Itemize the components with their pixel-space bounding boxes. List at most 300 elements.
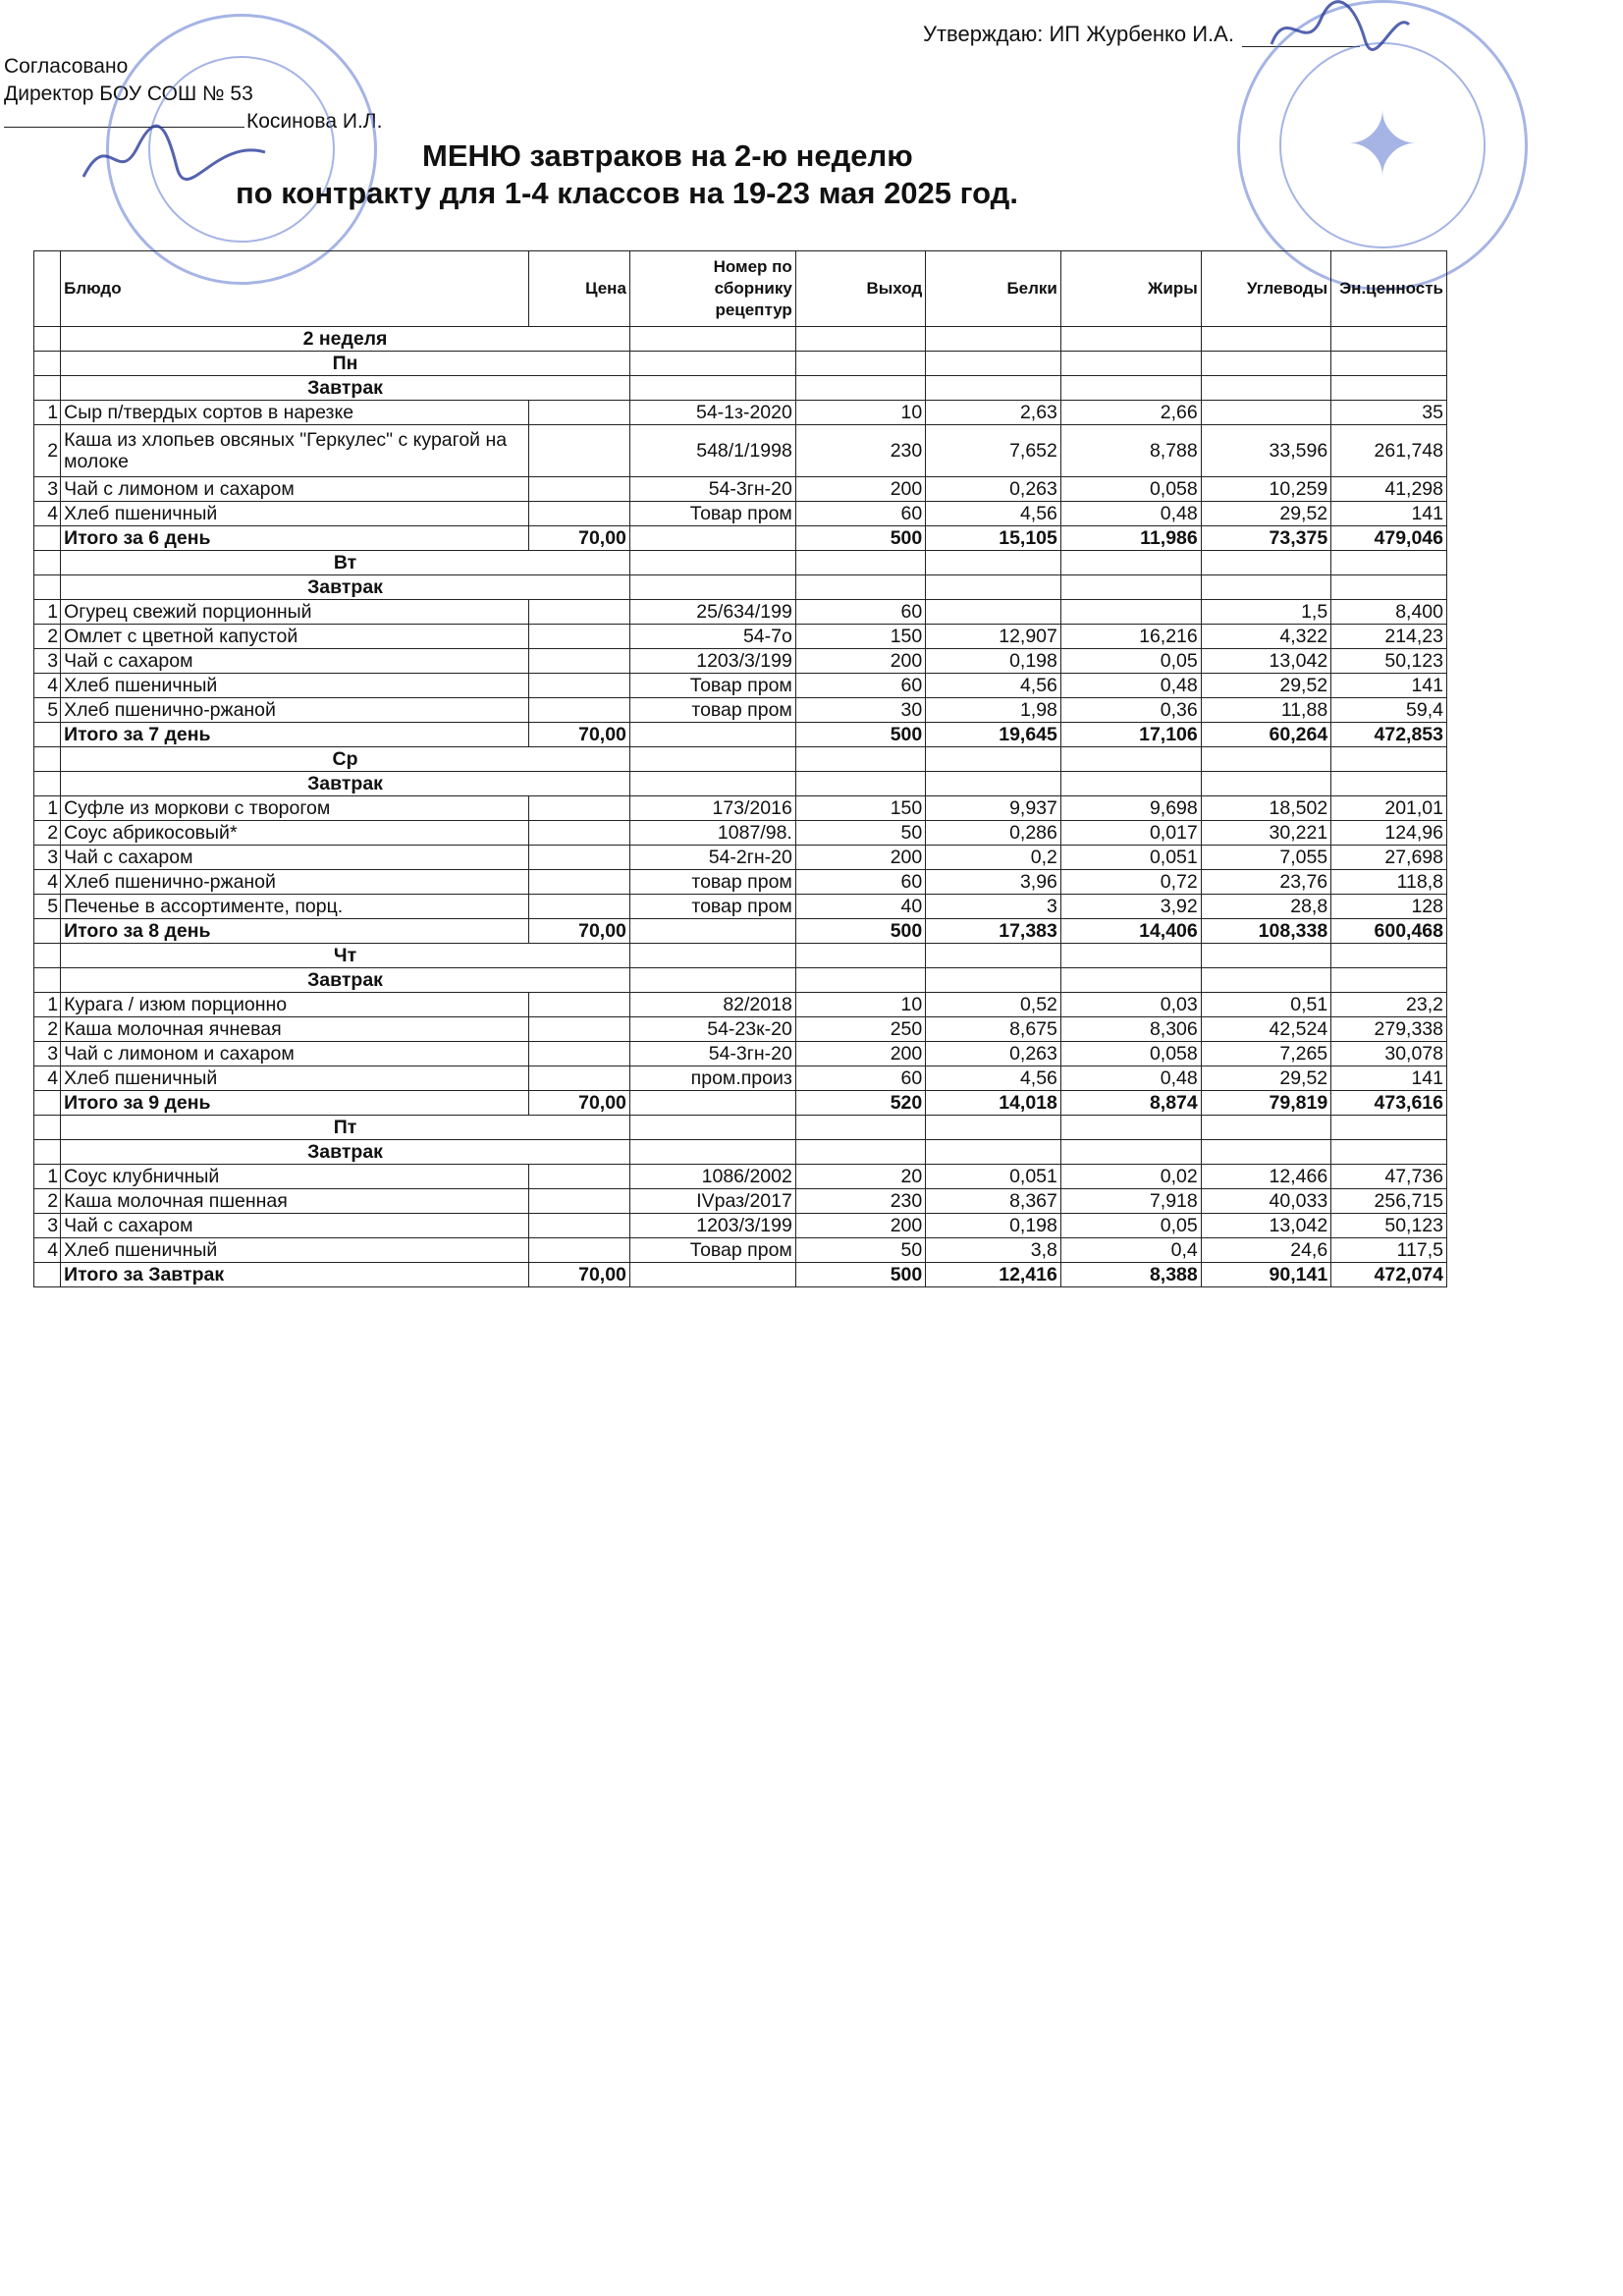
empty-cell: [926, 551, 1061, 575]
carbs-value: 30,221: [1201, 821, 1330, 846]
total-proteins: 19,645: [926, 723, 1061, 747]
empty-cell: [629, 352, 795, 376]
empty-cell: [629, 723, 795, 747]
empty-cell: [1331, 968, 1447, 993]
empty-cell: [795, 968, 925, 993]
recipe-number: товар пром: [629, 698, 795, 723]
fats-value: 3,92: [1060, 895, 1201, 919]
empty-cell: [34, 944, 61, 968]
total-energy: 600,468: [1331, 919, 1447, 944]
meal-row: [34, 968, 1447, 993]
proteins-value: 0,198: [926, 1214, 1061, 1238]
empty-cell: [1060, 1140, 1201, 1165]
empty-cell: [1201, 376, 1330, 401]
day-label: Чт: [61, 944, 630, 968]
carbs-value: 24,6: [1201, 1238, 1330, 1263]
output-value: 60: [795, 870, 925, 895]
energy-value: 128: [1331, 895, 1447, 919]
meal-row: [34, 376, 1447, 401]
carbs-value: 7,055: [1201, 846, 1330, 870]
carbs-value: 0,51: [1201, 993, 1330, 1017]
fats-value: 9,698: [1060, 796, 1201, 821]
total-row: [34, 1091, 1447, 1116]
carbs-value: 4,322: [1201, 625, 1330, 649]
table-row: [34, 870, 1447, 895]
empty-cell: [1331, 1116, 1447, 1140]
total-carbs: 79,819: [1201, 1091, 1330, 1116]
dish-name: Чай с лимоном и сахаром: [61, 477, 529, 502]
empty-cell: [629, 1116, 795, 1140]
page-title: [236, 137, 1119, 212]
empty-cell: [1060, 944, 1201, 968]
dish-name: Каша молочная ячневая: [61, 1017, 529, 1042]
output-value: 230: [795, 425, 925, 477]
entrepreneur-signature-icon: [1267, 0, 1414, 59]
empty-cell: [34, 747, 61, 772]
empty-cell: [926, 376, 1061, 401]
energy-value: 50,123: [1331, 649, 1447, 674]
title-line-1: МЕНЮ завтраков на 2-ю неделю: [422, 138, 913, 173]
proteins-value: 0,286: [926, 821, 1061, 846]
total-proteins: 15,105: [926, 526, 1061, 551]
empty-cell: [1060, 352, 1201, 376]
row-number: 2: [34, 1017, 61, 1042]
dish-price: [528, 1238, 629, 1263]
total-price: 70,00: [528, 526, 629, 551]
total-output: 500: [795, 1263, 925, 1287]
table-row: [34, 477, 1447, 502]
recipe-number: 548/1/1998: [629, 425, 795, 477]
empty-cell: [1331, 1140, 1447, 1165]
total-fats: 8,388: [1060, 1263, 1201, 1287]
energy-value: 23,2: [1331, 993, 1447, 1017]
dish-name: Чай с сахаром: [61, 846, 529, 870]
empty-cell: [34, 551, 61, 575]
meal-label: Завтрак: [61, 376, 630, 401]
table-row: [34, 821, 1447, 846]
proteins-value: 3,96: [926, 870, 1061, 895]
energy-value: 124,96: [1331, 821, 1447, 846]
output-value: 200: [795, 649, 925, 674]
empty-cell: [629, 747, 795, 772]
output-value: 200: [795, 477, 925, 502]
energy-value: 141: [1331, 502, 1447, 526]
output-value: 230: [795, 1189, 925, 1214]
total-proteins: 14,018: [926, 1091, 1061, 1116]
carbs-value: 13,042: [1201, 649, 1330, 674]
energy-value: 141: [1331, 1066, 1447, 1091]
row-number: 3: [34, 477, 61, 502]
empty-cell: [795, 747, 925, 772]
total-row: [34, 919, 1447, 944]
empty-cell: [795, 1140, 925, 1165]
empty-cell: [34, 919, 61, 944]
dish-price: [528, 1214, 629, 1238]
dish-price: [528, 796, 629, 821]
table-row: [34, 649, 1447, 674]
energy-value: 41,298: [1331, 477, 1447, 502]
recipe-number: 54-1з-2020: [629, 401, 795, 425]
proteins-value: 0,52: [926, 993, 1061, 1017]
row-number: 2: [34, 821, 61, 846]
row-number: 3: [34, 1214, 61, 1238]
col-energy: Эн.ценность: [1331, 251, 1447, 327]
total-label: Итого за 8 день: [61, 919, 529, 944]
total-energy: 472,074: [1331, 1263, 1447, 1287]
energy-value: 256,715: [1331, 1189, 1447, 1214]
recipe-number: 82/2018: [629, 993, 795, 1017]
total-label: Итого за 6 день: [61, 526, 529, 551]
total-carbs: 73,375: [1201, 526, 1330, 551]
output-value: 50: [795, 1238, 925, 1263]
total-energy: 473,616: [1331, 1091, 1447, 1116]
dish-name: Сыр п/твердых сортов в нарезке: [61, 401, 529, 425]
dish-price: [528, 625, 629, 649]
output-value: 60: [795, 674, 925, 698]
fats-value: 0,05: [1060, 1214, 1201, 1238]
recipe-number: 54-7о: [629, 625, 795, 649]
row-number: 4: [34, 502, 61, 526]
empty-cell: [1201, 944, 1330, 968]
director-name: Косинова И.Л.: [246, 110, 383, 133]
proteins-value: 4,56: [926, 1066, 1061, 1091]
empty-cell: [629, 1263, 795, 1287]
fats-value: 8,788: [1060, 425, 1201, 477]
energy-value: 8,400: [1331, 600, 1447, 625]
carbs-value: 29,52: [1201, 502, 1330, 526]
empty-cell: [926, 944, 1061, 968]
recipe-number: пром.произ: [629, 1066, 795, 1091]
empty-cell: [1331, 376, 1447, 401]
carbs-value: 12,466: [1201, 1165, 1330, 1189]
total-row: [34, 1263, 1447, 1287]
total-output: 500: [795, 723, 925, 747]
total-proteins: 17,383: [926, 919, 1061, 944]
energy-value: 35: [1331, 401, 1447, 425]
day-label: Ср: [61, 747, 630, 772]
row-number: 4: [34, 1238, 61, 1263]
proteins-value: 3: [926, 895, 1061, 919]
empty-cell: [629, 575, 795, 600]
meal-row: [34, 1140, 1447, 1165]
recipe-number: 25/634/199: [629, 600, 795, 625]
output-value: 200: [795, 1042, 925, 1066]
carbs-value: 13,042: [1201, 1214, 1330, 1238]
carbs-value: 11,88: [1201, 698, 1330, 723]
empty-cell: [629, 1091, 795, 1116]
dish-price: [528, 1189, 629, 1214]
proteins-value: 4,56: [926, 502, 1061, 526]
total-carbs: 90,141: [1201, 1263, 1330, 1287]
recipe-number: 1087/98.: [629, 821, 795, 846]
proteins-value: 8,367: [926, 1189, 1061, 1214]
dish-price: [528, 895, 629, 919]
dish-price: [528, 1042, 629, 1066]
recipe-number: 1203/3/199: [629, 1214, 795, 1238]
fats-value: 0,72: [1060, 870, 1201, 895]
day-label: Пн: [61, 352, 630, 376]
output-value: 60: [795, 600, 925, 625]
empty-cell: [1331, 772, 1447, 796]
total-price: 70,00: [528, 1263, 629, 1287]
director-label: Директор БОУ СОШ № 53: [4, 82, 253, 105]
empty-cell: [34, 1263, 61, 1287]
meal-label: Завтрак: [61, 968, 630, 993]
fats-value: 16,216: [1060, 625, 1201, 649]
fats-value: 2,66: [1060, 401, 1201, 425]
col-dish: Блюдо: [61, 251, 529, 327]
empty-cell: [629, 526, 795, 551]
dish-price: [528, 846, 629, 870]
col-fats: Жиры: [1060, 251, 1201, 327]
table-row: [34, 993, 1447, 1017]
empty-cell: [926, 968, 1061, 993]
dish-price: [528, 993, 629, 1017]
energy-value: 30,078: [1331, 1042, 1447, 1066]
empty-cell: [926, 1116, 1061, 1140]
output-value: 10: [795, 401, 925, 425]
dish-price: [528, 870, 629, 895]
table-row: [34, 846, 1447, 870]
dish-name: Огурец свежий порционный: [61, 600, 529, 625]
empty-cell: [795, 1116, 925, 1140]
dish-name: Каша молочная пшенная: [61, 1189, 529, 1214]
output-value: 20: [795, 1165, 925, 1189]
dish-name: Соус клубничный: [61, 1165, 529, 1189]
table-row: [34, 425, 1447, 477]
proteins-value: 12,907: [926, 625, 1061, 649]
proteins-value: 4,56: [926, 674, 1061, 698]
total-fats: 8,874: [1060, 1091, 1201, 1116]
row-number: 1: [34, 796, 61, 821]
empty-cell: [629, 1140, 795, 1165]
dish-name: Чай с сахаром: [61, 649, 529, 674]
dish-name: Суфле из моркови с творогом: [61, 796, 529, 821]
energy-value: 47,736: [1331, 1165, 1447, 1189]
empty-cell: [795, 575, 925, 600]
title-line-2: по контракту для 1-4 классов на 19-23 мая 2025 год.: [236, 176, 1018, 210]
row-number: 2: [34, 625, 61, 649]
empty-cell: [1331, 575, 1447, 600]
table-header-row: [34, 251, 1447, 327]
recipe-number: IVраз/2017: [629, 1189, 795, 1214]
empty-cell: [795, 772, 925, 796]
col-proteins: Белки: [926, 251, 1061, 327]
empty-cell: [1201, 575, 1330, 600]
table-row: [34, 1189, 1447, 1214]
empty-cell: [34, 1116, 61, 1140]
output-value: 30: [795, 698, 925, 723]
table-row: [34, 698, 1447, 723]
row-number: 1: [34, 1165, 61, 1189]
empty-cell: [1060, 747, 1201, 772]
energy-value: 59,4: [1331, 698, 1447, 723]
total-fats: 17,106: [1060, 723, 1201, 747]
table-row: [34, 1165, 1447, 1189]
empty-cell: [34, 772, 61, 796]
empty-cell: [1201, 1140, 1330, 1165]
empty-cell: [926, 747, 1061, 772]
empty-cell: [795, 352, 925, 376]
empty-cell: [1331, 352, 1447, 376]
output-value: 10: [795, 993, 925, 1017]
row-number: 1: [34, 993, 61, 1017]
carbs-value: 23,76: [1201, 870, 1330, 895]
empty-cell: [1060, 772, 1201, 796]
week-label: 2 неделя: [61, 327, 630, 352]
dish-price: [528, 425, 629, 477]
energy-value: 261,748: [1331, 425, 1447, 477]
total-output: 520: [795, 1091, 925, 1116]
dish-name: Омлет с цветной капустой: [61, 625, 529, 649]
empty-cell: [34, 526, 61, 551]
empty-cell: [926, 352, 1061, 376]
carbs-value: 28,8: [1201, 895, 1330, 919]
row-number: 4: [34, 1066, 61, 1091]
empty-cell: [1201, 551, 1330, 575]
dish-name: Каша из хлопьев овсяных "Геркулес" с курагой на молоке: [61, 425, 529, 477]
col-price: Цена: [528, 251, 629, 327]
dish-price: [528, 477, 629, 502]
dish-name: Хлеб пшеничный: [61, 674, 529, 698]
dish-name: Хлеб пшеничный: [61, 1066, 529, 1091]
meal-label: Завтрак: [61, 1140, 630, 1165]
empty-cell: [1060, 1116, 1201, 1140]
dish-price: [528, 821, 629, 846]
day-label: Пт: [61, 1116, 630, 1140]
dish-name: Курага / изюм порционно: [61, 993, 529, 1017]
carbs-value: [1201, 401, 1330, 425]
proteins-value: 3,8: [926, 1238, 1061, 1263]
agreed-label: Согласовано: [4, 55, 129, 78]
energy-value: 214,23: [1331, 625, 1447, 649]
empty-cell: [926, 1140, 1061, 1165]
output-value: 200: [795, 1214, 925, 1238]
empty-cell: [34, 376, 61, 401]
fats-value: 0,4: [1060, 1238, 1201, 1263]
empty-cell: [1331, 747, 1447, 772]
energy-value: 27,698: [1331, 846, 1447, 870]
recipe-number: 1203/3/199: [629, 649, 795, 674]
empty-cell: [1331, 944, 1447, 968]
empty-cell: [629, 968, 795, 993]
day-label: Вт: [61, 551, 630, 575]
empty-cell: [1060, 551, 1201, 575]
carbs-value: 33,596: [1201, 425, 1330, 477]
day-row: [34, 1116, 1447, 1140]
table-row: [34, 625, 1447, 649]
carbs-value: 18,502: [1201, 796, 1330, 821]
dish-price: [528, 401, 629, 425]
row-number: 2: [34, 1189, 61, 1214]
proteins-value: 2,63: [926, 401, 1061, 425]
total-price: 70,00: [528, 723, 629, 747]
recipe-number: Товар пром: [629, 502, 795, 526]
fats-value: 0,48: [1060, 674, 1201, 698]
total-proteins: 12,416: [926, 1263, 1061, 1287]
proteins-value: 0,051: [926, 1165, 1061, 1189]
recipe-number: товар пром: [629, 870, 795, 895]
dish-price: [528, 1066, 629, 1091]
empty-cell: [1060, 575, 1201, 600]
meal-label: Завтрак: [61, 575, 630, 600]
day-row: [34, 747, 1447, 772]
recipe-number: Товар пром: [629, 1238, 795, 1263]
dish-price: [528, 698, 629, 723]
table-row: [34, 401, 1447, 425]
energy-value: 117,5: [1331, 1238, 1447, 1263]
carbs-value: 7,265: [1201, 1042, 1330, 1066]
row-number: 4: [34, 870, 61, 895]
meal-row: [34, 772, 1447, 796]
energy-value: 201,01: [1331, 796, 1447, 821]
output-value: 50: [795, 821, 925, 846]
col-recipe: Номер по сборнику рецептур: [629, 251, 795, 327]
empty-cell: [1201, 352, 1330, 376]
empty-cell: [34, 1091, 61, 1116]
table-row: [34, 502, 1447, 526]
day-row: [34, 551, 1447, 575]
total-fats: 14,406: [1060, 919, 1201, 944]
empty-cell: [926, 575, 1061, 600]
empty-cell: [34, 1140, 61, 1165]
empty-cell: [1201, 772, 1330, 796]
proteins-value: 7,652: [926, 425, 1061, 477]
total-carbs: 108,338: [1201, 919, 1330, 944]
output-value: 200: [795, 846, 925, 870]
dish-price: [528, 1017, 629, 1042]
fats-value: 0,05: [1060, 649, 1201, 674]
week-row: [34, 327, 1447, 352]
table-row: [34, 1017, 1447, 1042]
fats-value: 0,03: [1060, 993, 1201, 1017]
empty-cell: [1331, 551, 1447, 575]
fats-value: 0,058: [1060, 477, 1201, 502]
total-label: Итого за 9 день: [61, 1091, 529, 1116]
fats-value: 0,017: [1060, 821, 1201, 846]
day-row: [34, 352, 1447, 376]
carbs-value: 29,52: [1201, 1066, 1330, 1091]
total-price: 70,00: [528, 919, 629, 944]
carbs-value: 40,033: [1201, 1189, 1330, 1214]
empty-cell: [1060, 376, 1201, 401]
empty-cell: [795, 376, 925, 401]
dish-name: Печенье в ассортименте, порц.: [61, 895, 529, 919]
row-number: 1: [34, 401, 61, 425]
table-row: [34, 895, 1447, 919]
fats-value: 0,051: [1060, 846, 1201, 870]
dish-name: Чай с лимоном и сахаром: [61, 1042, 529, 1066]
row-number: 4: [34, 674, 61, 698]
empty-cell: [1201, 747, 1330, 772]
proteins-value: 0,198: [926, 649, 1061, 674]
proteins-value: 8,675: [926, 1017, 1061, 1042]
empty-cell: [34, 723, 61, 747]
proteins-value: 0,263: [926, 1042, 1061, 1066]
recipe-number: 1086/2002: [629, 1165, 795, 1189]
table-row: [34, 1042, 1447, 1066]
total-label: Итого за 7 день: [61, 723, 529, 747]
energy-value: 141: [1331, 674, 1447, 698]
table-row: [34, 1238, 1447, 1263]
total-fats: 11,986: [1060, 526, 1201, 551]
output-value: 60: [795, 502, 925, 526]
empty-cell: [795, 944, 925, 968]
dish-name: Чай с сахаром: [61, 1214, 529, 1238]
total-row: [34, 526, 1447, 551]
empty-cell: [926, 772, 1061, 796]
dish-price: [528, 502, 629, 526]
